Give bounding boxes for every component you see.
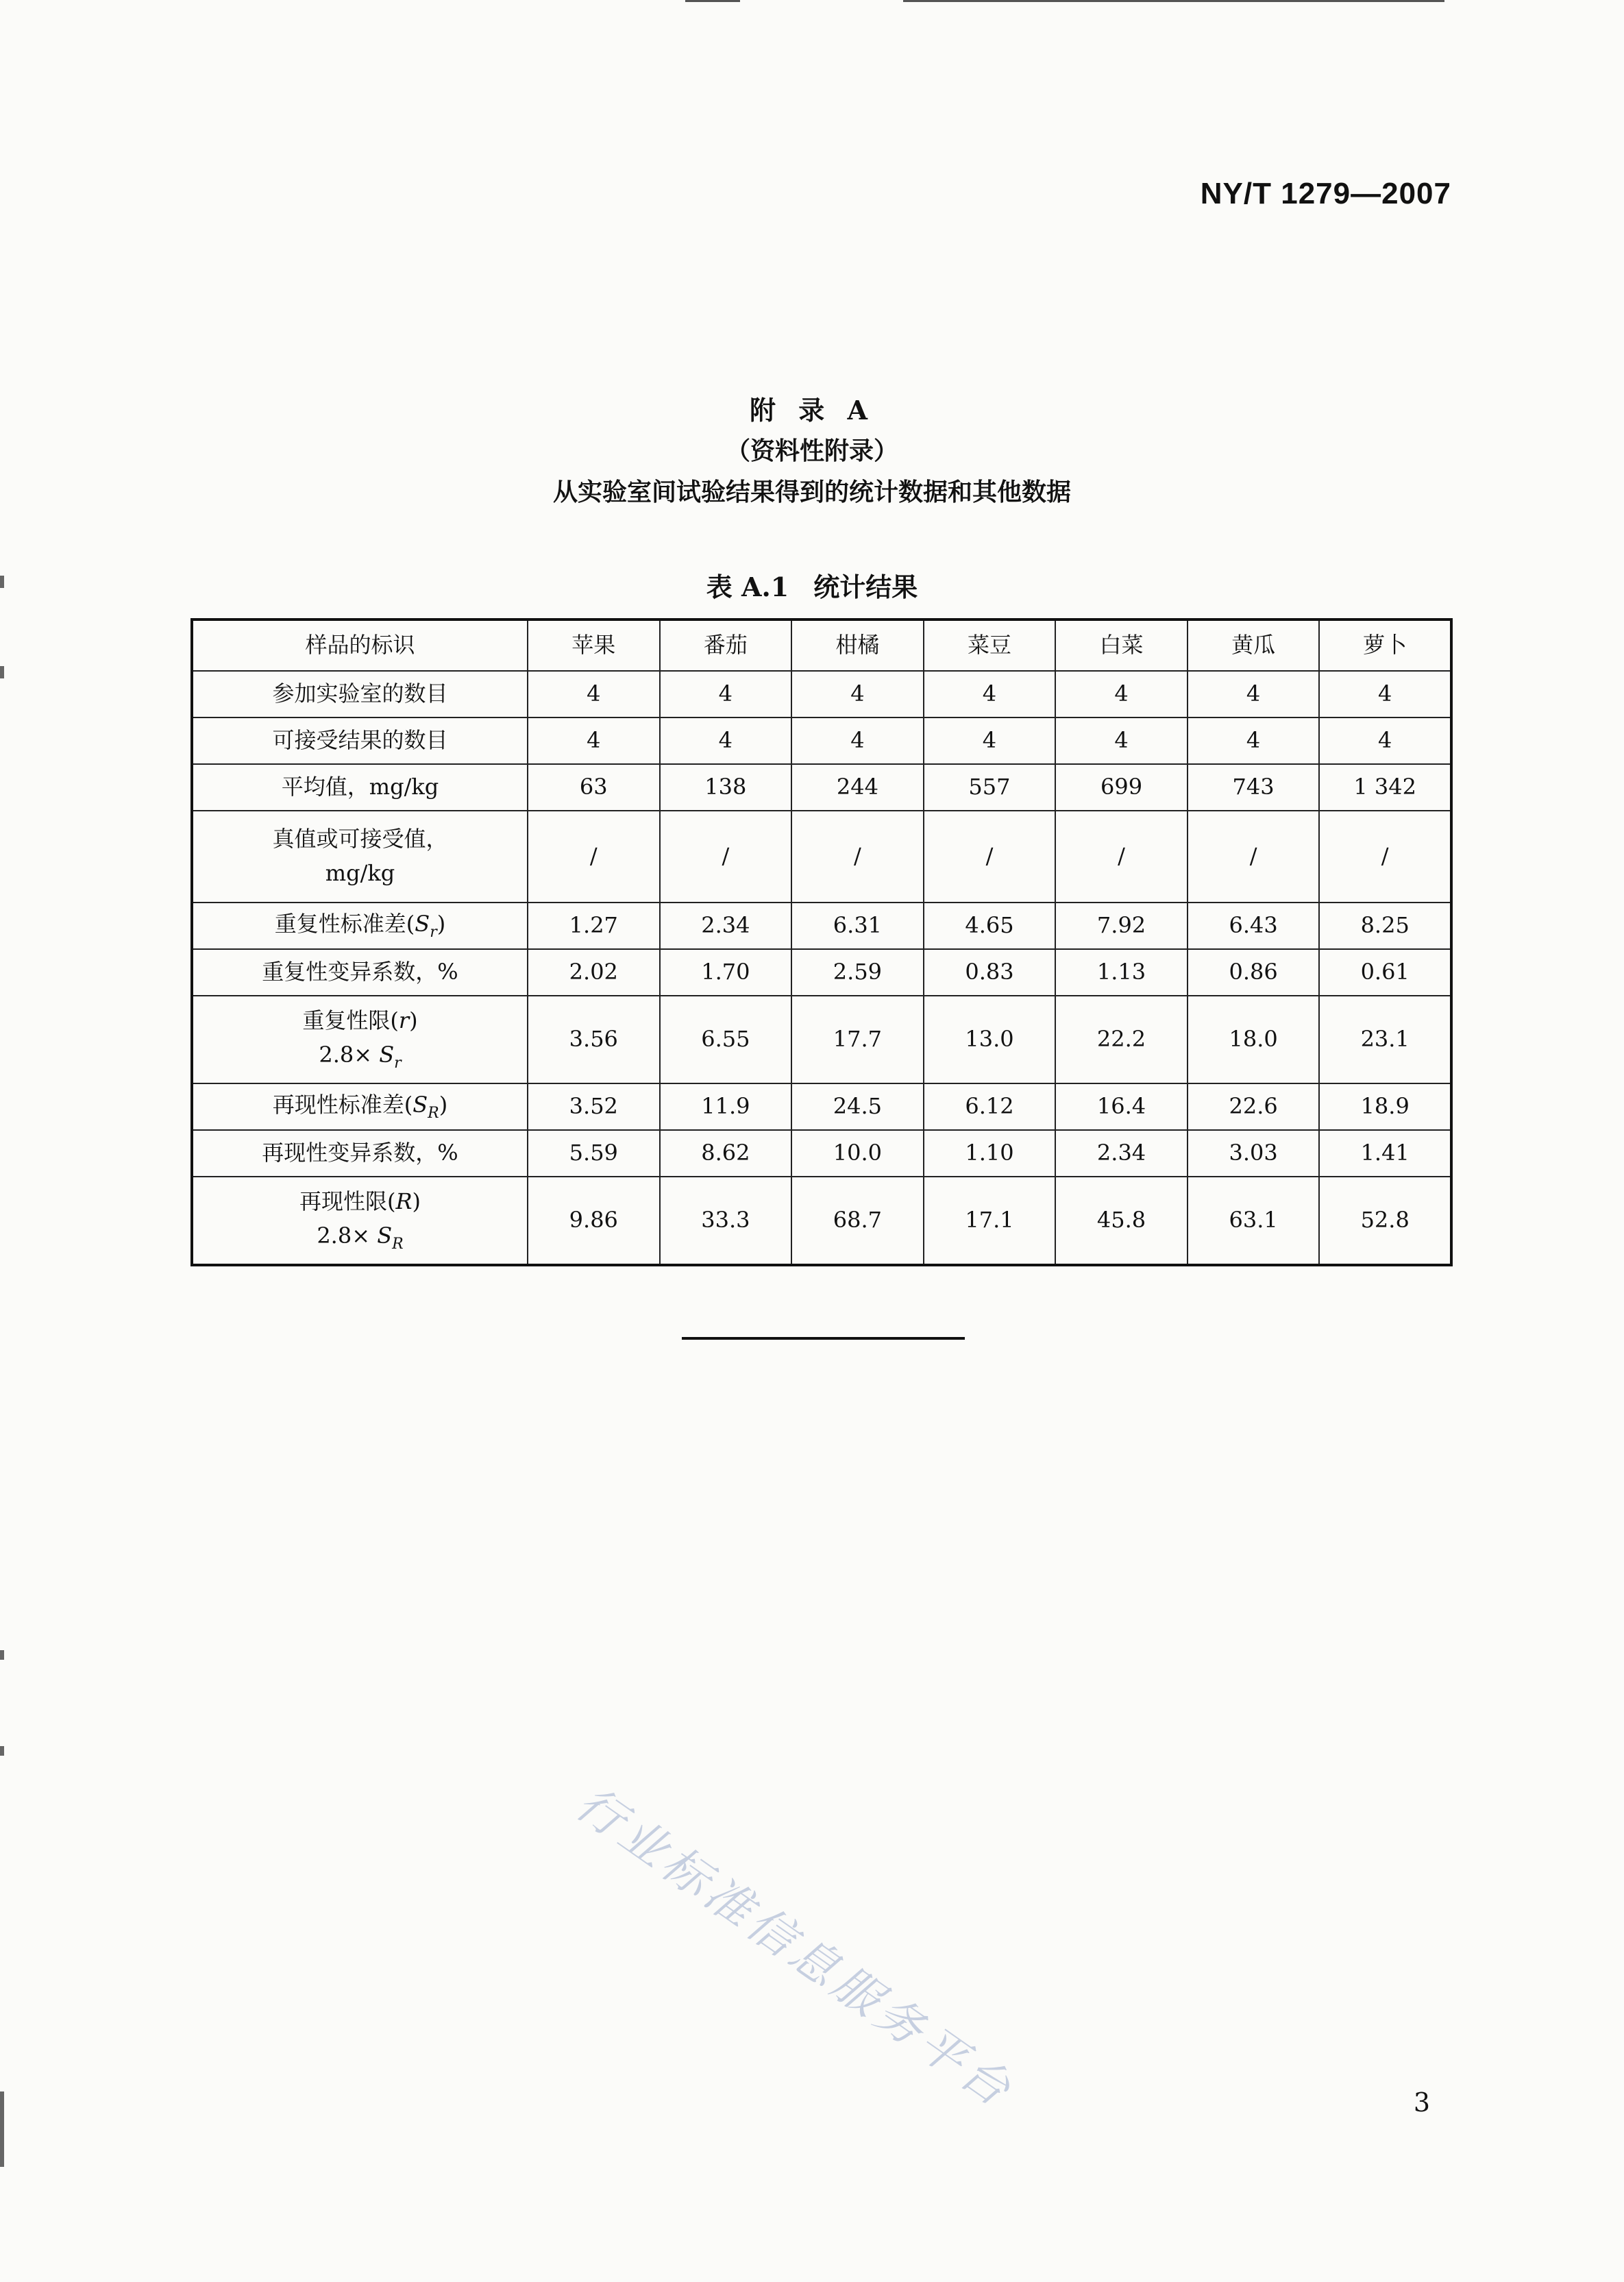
row-label: 再现性限(R) $2.8\times S_R$ xyxy=(192,1177,528,1265)
table-cell: 4 xyxy=(924,717,1056,764)
table-cell: / xyxy=(660,811,792,903)
column-header: 黄瓜 xyxy=(1188,619,1320,671)
column-header: 柑橘 xyxy=(791,619,924,671)
table-cell: 9.86 xyxy=(528,1177,660,1265)
table-cell: 6.55 xyxy=(660,996,792,1083)
table-cell: 1 342 xyxy=(1319,764,1451,811)
table-caption xyxy=(0,566,1624,604)
table-cell: 5.59 xyxy=(528,1130,660,1177)
table-cell: 4 xyxy=(1188,671,1320,717)
row-label: 重复性限(r) $2.8\times S_r$ xyxy=(192,996,528,1083)
table-cell: / xyxy=(1319,811,1451,903)
appendix-title: 附 录 A xyxy=(750,395,874,426)
table-cell: / xyxy=(791,811,924,903)
column-header: 萝卜 xyxy=(1319,619,1451,671)
table-cell: 13.0 xyxy=(924,996,1056,1083)
table-cell: 4.65 xyxy=(924,903,1056,949)
table-cell: 2.34 xyxy=(1055,1130,1188,1177)
table-cell: 4 xyxy=(660,717,792,764)
column-header: 样品的标识 xyxy=(192,619,528,671)
scan-mark xyxy=(0,666,4,678)
row-label: 参加实验室的数目 xyxy=(192,671,528,717)
table-cell: 1.27 xyxy=(528,903,660,949)
table-cell: 0.83 xyxy=(924,949,1056,996)
table-cell: 16.4 xyxy=(1055,1083,1188,1130)
table-cell: 0.86 xyxy=(1188,949,1320,996)
table-cell: 244 xyxy=(791,764,924,811)
table-cell: 2.02 xyxy=(528,949,660,996)
row-label-line: 真值或可接受值， xyxy=(272,826,448,852)
table-cell: 2.59 xyxy=(791,949,924,996)
table-cell: 1.13 xyxy=(1055,949,1188,996)
table-cell: / xyxy=(924,811,1056,903)
row-label: 平均值，mg/kg xyxy=(192,764,528,811)
table-cell: 33.3 xyxy=(660,1177,792,1265)
table-cell: / xyxy=(528,811,660,903)
table-cell: 557 xyxy=(924,764,1056,811)
table-cell: 743 xyxy=(1188,764,1320,811)
table-cell: 17.7 xyxy=(791,996,924,1083)
table-cell: 1.41 xyxy=(1319,1130,1451,1177)
table-row xyxy=(192,811,1451,903)
table-cell: 4 xyxy=(924,671,1056,717)
standard-number: NY/T 1279—2007 xyxy=(1200,177,1451,210)
table-cell: 52.8 xyxy=(1319,1177,1451,1265)
row-label xyxy=(192,811,528,903)
table-cell: 699 xyxy=(1055,764,1188,811)
table-cell: 1.10 xyxy=(924,1130,1056,1177)
column-header: 白菜 xyxy=(1055,619,1188,671)
table-cell: 22.6 xyxy=(1188,1083,1320,1130)
table-cell: 4 xyxy=(791,671,924,717)
table-cell: 2.34 xyxy=(660,903,792,949)
table-cell: 23.1 xyxy=(1319,996,1451,1083)
column-header: 苹果 xyxy=(528,619,660,671)
table-caption-number: 表 A.1 xyxy=(706,572,789,602)
table-cell: 138 xyxy=(660,764,792,811)
table-caption-title: 统计结果 xyxy=(813,572,918,602)
table-cell: 3.03 xyxy=(1188,1130,1320,1177)
row-label: 重复性标准差$(S_r)$ xyxy=(192,903,528,949)
table-row xyxy=(192,1130,1451,1177)
table-row xyxy=(192,996,1451,1083)
table-row xyxy=(192,949,1451,996)
table-cell: 18.0 xyxy=(1188,996,1320,1083)
table-cell: 4 xyxy=(791,717,924,764)
scan-mark xyxy=(0,1746,4,1756)
top-scan-rule-left xyxy=(685,0,740,2)
table-cell: 4 xyxy=(1055,717,1188,764)
table-row xyxy=(192,717,1451,764)
scan-mark xyxy=(0,1650,4,1660)
table-cell: 8.25 xyxy=(1319,903,1451,949)
table-cell: 4 xyxy=(660,671,792,717)
table-header-row xyxy=(192,619,1451,671)
table-row xyxy=(192,903,1451,949)
table-cell: 4 xyxy=(528,717,660,764)
table-cell: / xyxy=(1055,811,1188,903)
appendix-nature: （资料性附录） xyxy=(725,437,898,465)
table-cell: 11.9 xyxy=(660,1083,792,1130)
scan-mark xyxy=(0,2091,4,2167)
table-cell: 8.62 xyxy=(660,1130,792,1177)
table-cell: 24.5 xyxy=(791,1083,924,1130)
table-cell: 4 xyxy=(1319,717,1451,764)
row-label-line: mg/kg xyxy=(325,860,395,886)
row-label: 重复性变异系数，% xyxy=(192,949,528,996)
table-cell: / xyxy=(1188,811,1320,903)
table-row xyxy=(192,1083,1451,1130)
table-cell: 4 xyxy=(1188,717,1320,764)
column-header: 菜豆 xyxy=(924,619,1056,671)
watermark: 行业标准信息服务平台 xyxy=(566,1776,1024,2120)
table-cell: 6.12 xyxy=(924,1083,1056,1130)
table-cell: 68.7 xyxy=(791,1177,924,1265)
table-row xyxy=(192,671,1451,717)
table-cell: 4 xyxy=(1319,671,1451,717)
table-cell: 45.8 xyxy=(1055,1177,1188,1265)
table-cell: 3.52 xyxy=(528,1083,660,1130)
table-cell: 4 xyxy=(528,671,660,717)
table-cell: 18.9 xyxy=(1319,1083,1451,1130)
table-cell: 0.61 xyxy=(1319,949,1451,996)
statistics-table xyxy=(190,618,1453,1266)
table-cell: 63 xyxy=(528,764,660,811)
table-cell: 6.31 xyxy=(791,903,924,949)
table-cell: 7.92 xyxy=(1055,903,1188,949)
column-header: 番茄 xyxy=(660,619,792,671)
table-cell: 1.70 xyxy=(660,949,792,996)
appendix-subject: 从实验室间试验结果得到的统计数据和其他数据 xyxy=(552,478,1071,506)
table-cell: 17.1 xyxy=(924,1177,1056,1265)
row-label: 可接受结果的数目 xyxy=(192,717,528,764)
top-scan-rule-right xyxy=(903,0,1444,2)
page-number: 3 xyxy=(1413,2087,1430,2118)
table-row xyxy=(192,764,1451,811)
row-label: 再现性标准差$(S_R)$ xyxy=(192,1083,528,1130)
table-cell: 3.56 xyxy=(528,996,660,1083)
table-row xyxy=(192,1177,1451,1265)
table-cell: 63.1 xyxy=(1188,1177,1320,1265)
end-of-appendix-rule xyxy=(682,1337,965,1340)
row-label: 再现性变异系数，% xyxy=(192,1130,528,1177)
table-cell: 6.43 xyxy=(1188,903,1320,949)
table-cell: 22.2 xyxy=(1055,996,1188,1083)
table-cell: 4 xyxy=(1055,671,1188,717)
table-cell: 10.0 xyxy=(791,1130,924,1177)
